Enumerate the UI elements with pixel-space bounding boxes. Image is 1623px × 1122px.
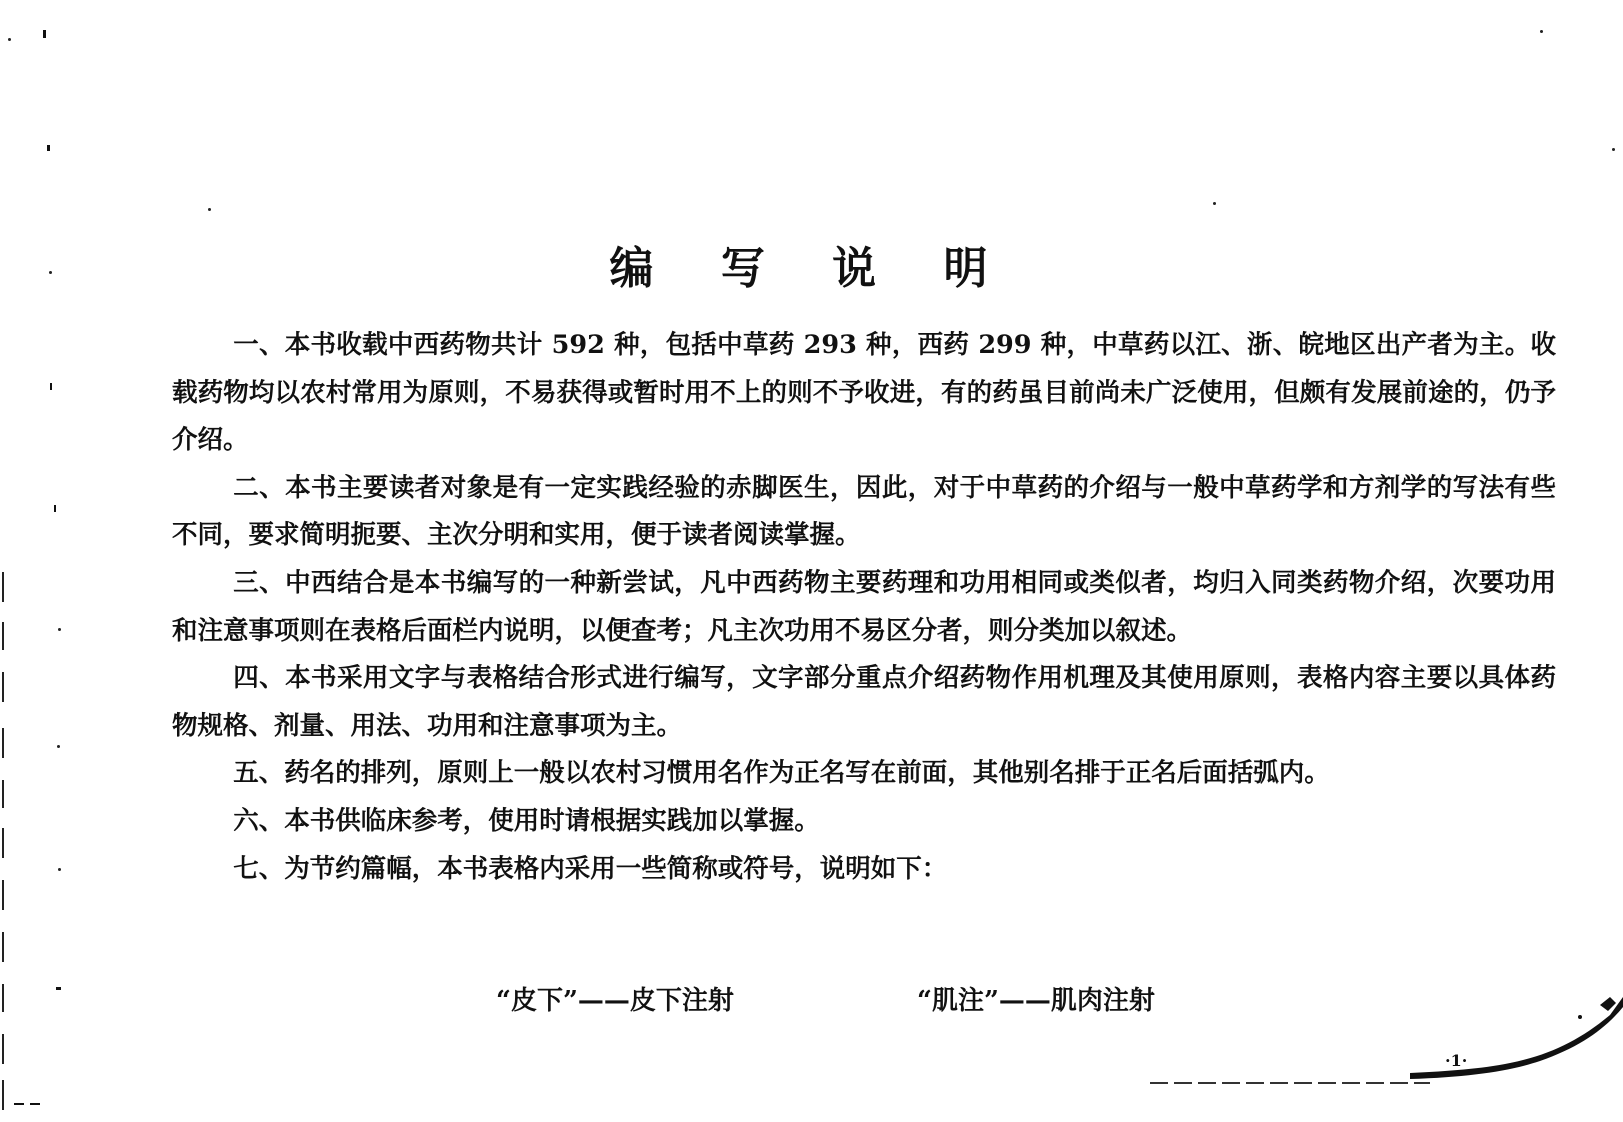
paragraph-1: 一、本书收载中西药物共计 592 种，包括中草药 293 种，西药 299 种，中草药以江、浙、皖地区出产者为主。收载药物均以农村常用为原则，不易获得或暂时用不上的则不予收进，有的药虽目前尚未广泛使用，但颇有发展前途的，仍予介绍。 xyxy=(172,330,1556,456)
scan-edge-line xyxy=(2,1080,4,1110)
scan-speck xyxy=(49,271,52,274)
scan-edge-line xyxy=(2,780,4,808)
scan-smudge xyxy=(1410,985,1623,1085)
paragraph-3: 三、中西结合是本书编写的一种新尝试，凡中西药物主要药理和功用相同或类似者，均归入同类药物介绍，次要功用和注意事项则在表格后面栏内说明，以便查考；凡主次功用不易区分者，则分类加以叙述。 xyxy=(172,567,1556,646)
scan-margin-marks xyxy=(0,0,80,1122)
paragraph-6: 六、本书供临床参考，使用时请根据实践加以掌握。 xyxy=(233,805,820,836)
scan-speck xyxy=(56,987,61,990)
page-number: ·1· xyxy=(1445,1051,1468,1070)
scan-edge-line xyxy=(2,828,4,858)
scan-edge-line xyxy=(2,572,4,602)
abbreviation-intramuscular: “肌注”——肌肉注射 xyxy=(917,986,1155,1016)
scan-speck xyxy=(1540,30,1543,33)
paragraph-4: 四、本书采用文字与表格结合形式进行编写，文字部分重点介绍药物作用机理及其使用原则，表格内容主要以具体药物规格、剂量、用法、功用和注意事项为主。 xyxy=(172,663,1556,741)
paragraph-7: 七、为节约篇幅，本书表格内采用一些简称或符号，说明如下： xyxy=(233,853,948,884)
scan-speck xyxy=(8,38,11,41)
scan-speck xyxy=(43,30,46,38)
scan-speck xyxy=(14,1103,24,1105)
scan-speck xyxy=(50,383,52,390)
preface-body xyxy=(172,322,1556,893)
scan-speck xyxy=(58,628,61,631)
scan-speck xyxy=(54,505,56,512)
scan-edge-line xyxy=(2,932,4,962)
scan-edge-line xyxy=(2,622,4,650)
scan-edge-line xyxy=(2,1034,4,1064)
scan-speck xyxy=(30,1103,40,1105)
scan-edge-line xyxy=(2,984,4,1012)
scan-speck xyxy=(208,208,211,211)
abbreviation-subcutaneous: “皮下”——皮下注射 xyxy=(496,986,734,1016)
scan-edge-line xyxy=(2,880,4,910)
paragraph-5: 五、药名的排列，原则上一般以农村习惯用名作为正名写在前面，其他别名排于正名后面括弧内。 xyxy=(233,758,1330,789)
paragraph-2: 二、本书主要读者对象是有一定实践经验的赤脚医生，因此，对于中草药的介绍与一般中草药学和方剂学的写法有些不同，要求简明扼要、主次分明和实用，便于读者阅读掌握。 xyxy=(172,472,1556,551)
scan-bottom-rule xyxy=(1150,1082,1430,1084)
scan-speck xyxy=(57,745,60,748)
scan-speck xyxy=(47,145,50,151)
scan-speck xyxy=(58,868,61,871)
scan-edge-line xyxy=(2,728,4,758)
scan-speck xyxy=(1213,202,1216,205)
scan-speck xyxy=(1612,148,1615,151)
scan-edge-line xyxy=(2,672,4,702)
page-title: 编 写 说 明 xyxy=(609,243,1014,295)
